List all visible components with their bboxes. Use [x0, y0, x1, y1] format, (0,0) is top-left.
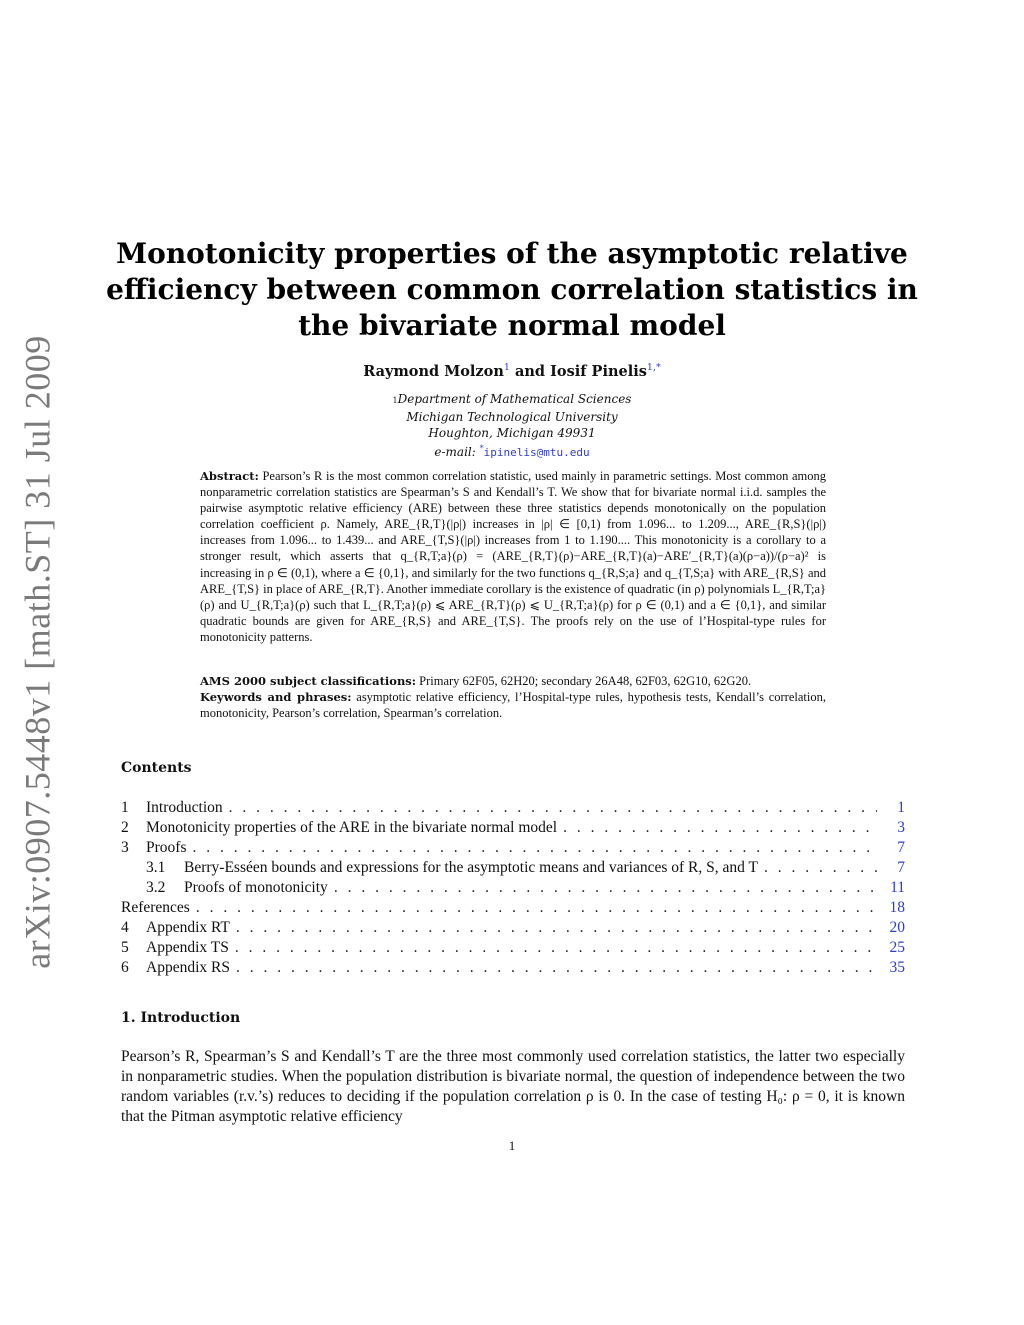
toc-page-link[interactable]: 11 — [890, 879, 905, 896]
arxiv-identifier — [14, 335, 62, 969]
toc-label: Introduction — [146, 799, 223, 816]
toc-label: Appendix RT — [146, 919, 230, 936]
toc-page-link[interactable]: 20 — [889, 919, 905, 936]
page-number: 1 — [508, 1138, 516, 1153]
toc-page-link[interactable]: 35 — [889, 959, 905, 976]
toc-number: 6 — [121, 959, 129, 976]
arxiv-identifier-text: arXiv:0907.5448v1 [math.ST] 31 Jul 2009 — [18, 335, 59, 969]
author-name: Raymond Molzon — [363, 362, 504, 380]
affiliation-university: Michigan Technological University — [406, 410, 618, 424]
toc-label: Proofs of monotonicity — [184, 879, 328, 896]
toc-label: Berry-Esséen bounds and expressions for the asymptotic means and variances of R, S, and T — [184, 859, 758, 876]
affiliation-mark: 1 — [392, 396, 398, 405]
toc-number: 3.1 — [146, 859, 166, 876]
toc-leader-dots — [236, 919, 877, 937]
toc-entry[interactable] — [121, 799, 905, 819]
toc-leader-dots — [334, 879, 877, 897]
paper-metadata — [200, 673, 826, 721]
abstract-text: Pearson’s R is the most common correlation statistic, used mainly in parametric settings. Most common among nonparametric correlation statistics are Spearman’s S and Kendall’s T. We show that for bivariate normal i.i.d. samples the pairwise asymptotic relative efficiency (ARE) between these three statistics depends monotonically on the population correlation coefficient ρ. Namely, ARE_{R,T}(|ρ|) increases in |ρ| ∈ [0,1) from 1.096... to 1.209..., ARE_{R,S}(|ρ|) increases from 1.096... to 1.439... and ARE_{T,S}(|ρ|) increases from 1 to 1.190.... This monotonicity is a corollary to a stronger result, which asserts that q_{R,T;a}(ρ) = (ARE_{R,T}(ρ)−ARE_{R,T}(a)−ARE′_{R,T}(a)(ρ−a))/(ρ−a)² is increasing in ρ ∈ (0,1), where a ∈ {0,1}, and similarly for the two functions q_{R,S;a} and q_{T,S;a} with ARE_{R,S} and ARE_{T,S} in place of ARE_{R,T}. Another immediate corollary is the existence of quadratic (in ρ) polynomials L_{R,T;a}(ρ) and U_{R,T;a}(ρ) such that L_{R,T;a}(ρ) ⩽ ARE_{R,T}(ρ) ⩽ U_{R,T;a}(ρ) for ρ ∈ (0,1) and a ∈ {0,1}, and similar quadratic bounds are given for ARE_{R,S} and ARE_{T,S}. The proofs rely on the use of l’Hospital-type rules for monotonicity patterns. — [200, 469, 826, 644]
toc-leader-dots — [563, 819, 877, 837]
toc-number: 3.2 — [146, 879, 166, 896]
authors-line — [100, 362, 924, 380]
abstract — [200, 468, 826, 645]
contents-heading: Contents — [121, 760, 192, 776]
keywords-label: Keywords and phrases: — [200, 690, 352, 705]
toc-entry[interactable] — [121, 879, 905, 899]
toc-page-link[interactable]: 3 — [897, 819, 905, 836]
paper-title: Monotonicity properties of the asymptotic relative efficiency between common correlation statistics in the bivariate normal model — [106, 237, 918, 342]
toc-leader-dots — [196, 899, 877, 917]
introduction-paragraph: Pearson’s R, Spearman’s S and Kendall’s T are the three most commonly used correlation statistics, the latter two especially in nonparametric studies. When the population distribution is bivariate normal, the question of independence between the two random variables (r.v.’s) reduces to deciding if the population correlation ρ is 0. In the case of testing H₀: ρ = 0, it is known that the Pitman asymptotic relative efficiency — [121, 1048, 905, 1125]
keywords-text: asymptotic relative efficiency, l’Hospital-type rules, hypothesis tests, Kendall’s correlation, monotonicity, Pearson’s correlation, Spearman’s correlation. — [200, 690, 826, 721]
toc-entry[interactable] — [121, 859, 905, 879]
toc-number: 4 — [121, 919, 129, 936]
section-heading-introduction: 1. Introduction — [121, 1010, 241, 1026]
toc-page-link[interactable]: 25 — [889, 939, 905, 956]
toc-leader-dots — [764, 859, 877, 877]
toc-entry[interactable] — [121, 959, 905, 979]
ams-text: Primary 62F05, 62H20; secondary 26A48, 62F03, 62G10, 62G20. — [419, 674, 752, 688]
author-name: Iosif Pinelis — [550, 362, 647, 380]
toc-entry[interactable] — [121, 899, 905, 919]
keywords — [200, 689, 826, 721]
abstract-label: Abstract: — [200, 469, 259, 483]
ams-label: AMS 2000 subject classifications: — [200, 674, 417, 688]
toc-label: Appendix TS — [146, 939, 229, 956]
toc-page-link[interactable]: 7 — [897, 839, 905, 856]
ams-classification — [200, 673, 826, 689]
toc-leader-dots — [192, 839, 877, 857]
affiliation-department — [100, 391, 924, 409]
author-affiliation-mark[interactable]: 1 — [503, 362, 510, 373]
email-mark: * — [479, 444, 484, 453]
toc-number: 2 — [121, 819, 129, 836]
email-label: e-mail: — [434, 445, 476, 459]
affiliation-city: Houghton, Michigan 49931 — [428, 426, 596, 440]
toc-entry[interactable] — [121, 939, 905, 959]
affiliation-email-line — [100, 441, 924, 461]
toc-entry[interactable] — [121, 919, 905, 939]
toc-page-link[interactable]: 1 — [897, 799, 905, 816]
toc-label: References — [121, 899, 190, 916]
toc-number: 3 — [121, 839, 129, 856]
toc-leader-dots — [229, 799, 877, 817]
toc-label: Proofs — [146, 839, 187, 856]
toc-leader-dots — [236, 959, 877, 977]
toc-page-link[interactable]: 7 — [897, 859, 905, 876]
toc-label: Appendix RS — [146, 959, 230, 976]
toc-number: 1 — [121, 799, 129, 816]
toc-label: Monotonicity properties of the ARE in the bivariate normal model — [146, 819, 558, 836]
toc-leader-dots — [235, 939, 877, 957]
author-affiliation-mark[interactable]: 1,* — [646, 362, 661, 373]
toc-entry[interactable] — [121, 839, 905, 859]
toc-number: 5 — [121, 939, 129, 956]
toc-page-link[interactable]: 18 — [889, 899, 905, 916]
affiliation-block — [100, 391, 924, 461]
toc-entry[interactable] — [121, 819, 905, 839]
table-of-contents — [121, 799, 905, 979]
author-conjunction: and — [514, 362, 546, 380]
email-link[interactable]: ipinelis@mtu.edu — [483, 446, 590, 459]
department-text: Department of Mathematical Sciences — [397, 392, 632, 406]
